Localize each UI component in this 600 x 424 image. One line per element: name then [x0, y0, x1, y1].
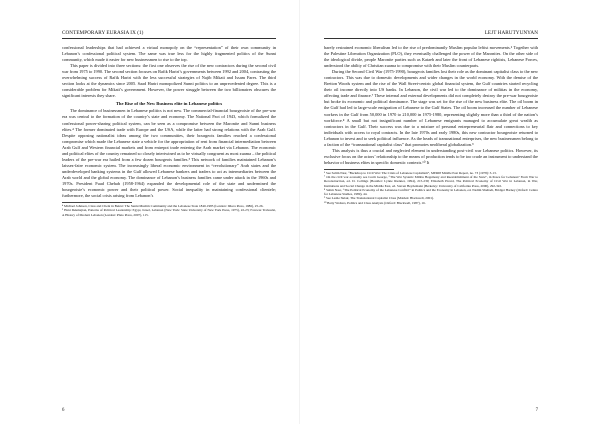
section-heading: The Rise of the New Business elite in Lebanese politics — [115, 101, 223, 107]
footnote: ⁵ Hani Dekmejian, Patterns of Political Leadership: Egypt, Israel, Lebanon (New York: State University of New York Press, 1975), 22-23; Fawwaz Traboulsi, A History of Modern Lebanon (London: Pluto Press, 2007), 115. — [62, 208, 276, 217]
running-header — [62, 30, 276, 39]
footnotes — [324, 171, 538, 205]
body-paragraph: confessional leaderships that had achieved a virtual monopoly on the “representation” of their own community in Lebanon’s confessional political system. The same was true less for the highly fragmented politics of the Sunni community, which made it easier for new businessmen to rise to the top. — [62, 45, 276, 63]
running-header — [324, 30, 538, 39]
body-paragraph: During the Second Civil War (1975-1990), bourgeois families lost their role as the dominant capitalist class to the new contractors. This was due to domestic developments and wider changes in the world economy. With the demise of the Bretton Woods system and the rise of the Wall Street-centric global financial system, the Gulf countries started recycling their oil income directly into US banks. In Lebanon, the civil war led to the dominance of militias in the economy, affecting trade and finance.⁷ These internal and external developments did not completely destroy the pre-war bourgeoisie but broke its economic and political dominance. The stage was set for the rise of the new business elite. The oil boom in the Gulf had led to large-scale emigration of Lebanese to the Gulf States. The oil boom increased the number of Lebanese workers in the Gulf from 50,000 in 1970 to 210,000 in 1975-1980, representing slightly more than a third of the nation’s workforce.⁸ A small but not insignificant number of Lebanese emigrants managed to accumulate great wealth as contractors in the Gulf. Their success was due to a mixture of personal entrepreneurial flair and connections to key individuals with access to royal contracts. In the late 1970s and early 1980s, this new contractor bourgeoisie returned to Lebanon to invest and to seek political influence. As the heads of transnational enterprises, the new businessmen belong to a faction of the “transnational capitalist class” that promotes neoliberal globalization.⁹ — [324, 69, 538, 147]
body-paragraph: This analysis is thus a crucial and neglected element in understanding post-civil war Lebanese politics. However, its exclusive focus on the actors’ relationship to the means of production tends to be too crude an instrument to understand the behavior of business elites in specific domestic contexts.¹⁰ It — [324, 147, 538, 165]
footnote: ⁷ On the civil war economy see Corm George, “The War System: Militia Hegemony and Reestablishment of the State”, in Peace for Lebanon? From War to Reconstruction, ed. D. Collings (Boulder: Lynne Rienner, 1994), 215-230; Elizabeth Picard, The Political Economy of Civil War in Lebanon, in War, Institutions and Social Change in the Middle East, ed. Steven Heydemann (Berkeley: University of California Press, 2000), 292-322. — [324, 175, 538, 188]
right-page — [300, 0, 600, 424]
page-number: 6 — [62, 408, 65, 413]
body-paragraph: This paper is divided into three sections: the first one observes the rise of the new contractors during the second civil war from 1975 to 1990. The second section focuses on Rafik Hariri’s governments between 1992 and 2004, contrasting the overwhelming success of Rafik Hariri with the less successful strategies of Najib Mikati and Issam Fares. The third section looks at the dynamics since 2005. Saad Hariri monopolized Sunni politics to an unprecedented degree. This is a considerable problem for Mikati’s government. However, the power struggle between the two billionaires obscures the significant interests they share. — [62, 63, 276, 99]
left-body — [62, 45, 276, 199]
journal-title: CONTEMPORARY EURASIA IX (1) — [62, 30, 144, 36]
footnote-divider — [324, 169, 394, 170]
body-paragraph: barely restrained economic liberalism led to the rise of predominantly Muslim popular leftist movements.⁶ Together with the Palestine Liberation Organization (PLO), they eventually challenged the power of the Maronites. On the other side of the ideological divide, people Maronite parties such as Kataeb and later the front of Lebanese rightists, Lebanese Forces, understood the ability of Christian zuama to compromise with their Muslim counterparts. — [324, 45, 538, 69]
footnote: ⁶ See Salim Nasr, “Backdrop to Civil War: The Crisis of Lebanese Capitalism”, MERIP Middle East Report, no. 73 (1978): 3-13. — [324, 170, 497, 175]
footnote: ⁸ Salim Nasr, “The Political Economy of the Lebanese Conflict” in Politics and the Economy in Lebanon, ed. Nadim Shehadi, Bridget Harney (Oxford: Centre for Lebanese Studies, 1989), 44. — [324, 187, 538, 197]
footnote: ⁴ Michael Johnson, Class and Client in Beirut: The Sunni Muslim Community and the Lebanese State 1840-1985 (London: Ithaca Press, 1986), 25-26. — [62, 204, 264, 209]
footnotes — [62, 204, 276, 217]
page-number: 7 — [535, 408, 538, 413]
right-body — [324, 45, 538, 166]
header-author: LEJT HARUTYUNYAN — [484, 30, 538, 36]
footnote: ¹⁰ Batty Wolters, Politics and Class Analysis (Oxford: Blackwell, 1987), 16. — [324, 200, 426, 205]
footnote-divider — [62, 202, 132, 203]
footnote: ⁹ See Leslie Sklair, The Transnational Capitalist Class (Malden: Blackwell, 2001). — [324, 196, 434, 201]
body-paragraph: The dominance of businessmen in Lebanese politics is not new. The commercial-financial bourgeoisie of the pre-war era was central to the formation of the country’s state and economy. The National Pact of 1943, which formalized the confessional power-sharing political system, can be seen as a compromise between the Maronite and Sunni business elites.⁴ The former dominated trade with Europe and the USA, while the latter had strong relations with the Arab Gulf. Despite opposing nationalist ideas among the two communities, their bourgeois families reached a confessional compromise which made the Lebanese state a vehicle for the appropriation of rent from financial intermediation between Arab Gulf and Western financial markets and from entrepot trade entering the Arab market via Lebanon. The economic and political elites of the country remained so closely intertwined as to be virtually congruent as most zuama – the political leaders of the pre-war era hailed from a few dozen bourgeois families.⁵ This network of families maintained Lebanon’s laissez-faire economic system. The increasingly liberal economic environment in “revolutionary” Arab states and the underdeveloped banking systems in the Gulf allowed Lebanese bankers and traders to act as intermediaries between the Arab world and the global economy. The dominance of Lebanon’s business families came under attack in the 1960s and 1970s. President Fuad Chehab (1958-1964) expanded the developmental role of the state and undermined the bourgeoisie’s economic power and their political power. Social inequality in maintaining confessional clientele; furthermore, the social crisis arising from Lebanon’s — [62, 108, 276, 199]
